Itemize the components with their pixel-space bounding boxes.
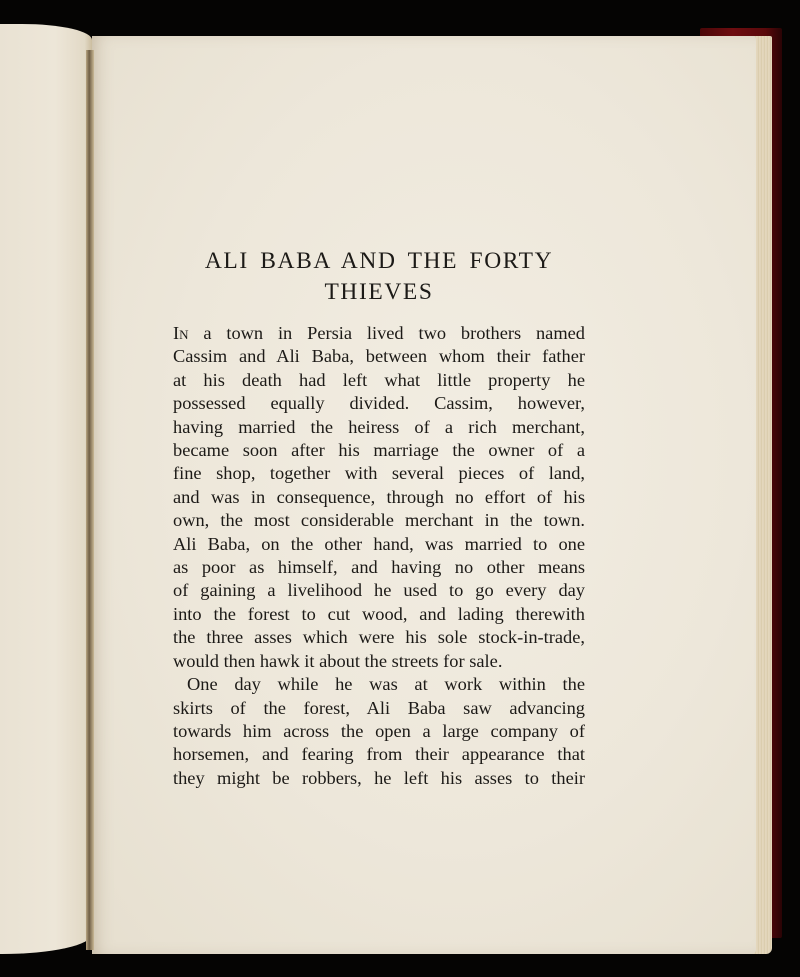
text-line: In a town in Persia lived two brothers named — [173, 323, 585, 343]
right-page — [92, 36, 756, 954]
paragraph-2 — [173, 673, 585, 790]
book-gutter — [86, 50, 94, 950]
paragraph-1 — [173, 322, 585, 673]
text-line: Cassim and Ali Baba, between whom their father — [173, 346, 585, 367]
text-line: Ali Baba, on the other hand, was married to one — [173, 533, 585, 554]
text-line: having married the heiress of a rich merchant, — [173, 416, 585, 437]
text-line: fine shop, together with several pieces of land, — [173, 463, 585, 484]
text-line: as poor as himself, and having no other means — [173, 557, 585, 578]
text-line: One day while he was at work within the — [187, 674, 585, 695]
text-line: the three asses which were his sole stock-in-trade, — [173, 627, 585, 648]
chapter-title-line-2: THIEVES — [324, 279, 434, 305]
chapter-text — [173, 246, 585, 790]
text-line: and was in consequence, through no effort of his — [173, 486, 585, 507]
left-page — [0, 24, 92, 954]
chapter-title — [173, 246, 585, 308]
text-line: towards him across the open a large company of — [173, 720, 585, 741]
text-line: of gaining a livelihood he used to go every day — [173, 580, 585, 601]
text-line: they might be robbers, he left his asses to their — [173, 767, 585, 788]
chapter-title-line-1: ALI BABA AND THE FORTY — [204, 248, 554, 274]
text-line: own, the most considerable merchant in the town. — [173, 510, 585, 531]
text-line: at his death had left what little property he — [173, 369, 585, 390]
drop-word: In — [173, 323, 189, 343]
text-line: would then hawk it about the streets for sale. — [173, 650, 503, 671]
text-line: horsemen, and fearing from their appearance that — [173, 744, 585, 765]
text-line: skirts of the forest, Ali Baba saw advancing — [173, 697, 585, 718]
text-line: became soon after his marriage the owner of a — [173, 440, 585, 461]
text-line: into the forest to cut wood, and lading therewith — [173, 603, 585, 624]
text-line: possessed equally divided. Cassim, however, — [173, 393, 585, 414]
